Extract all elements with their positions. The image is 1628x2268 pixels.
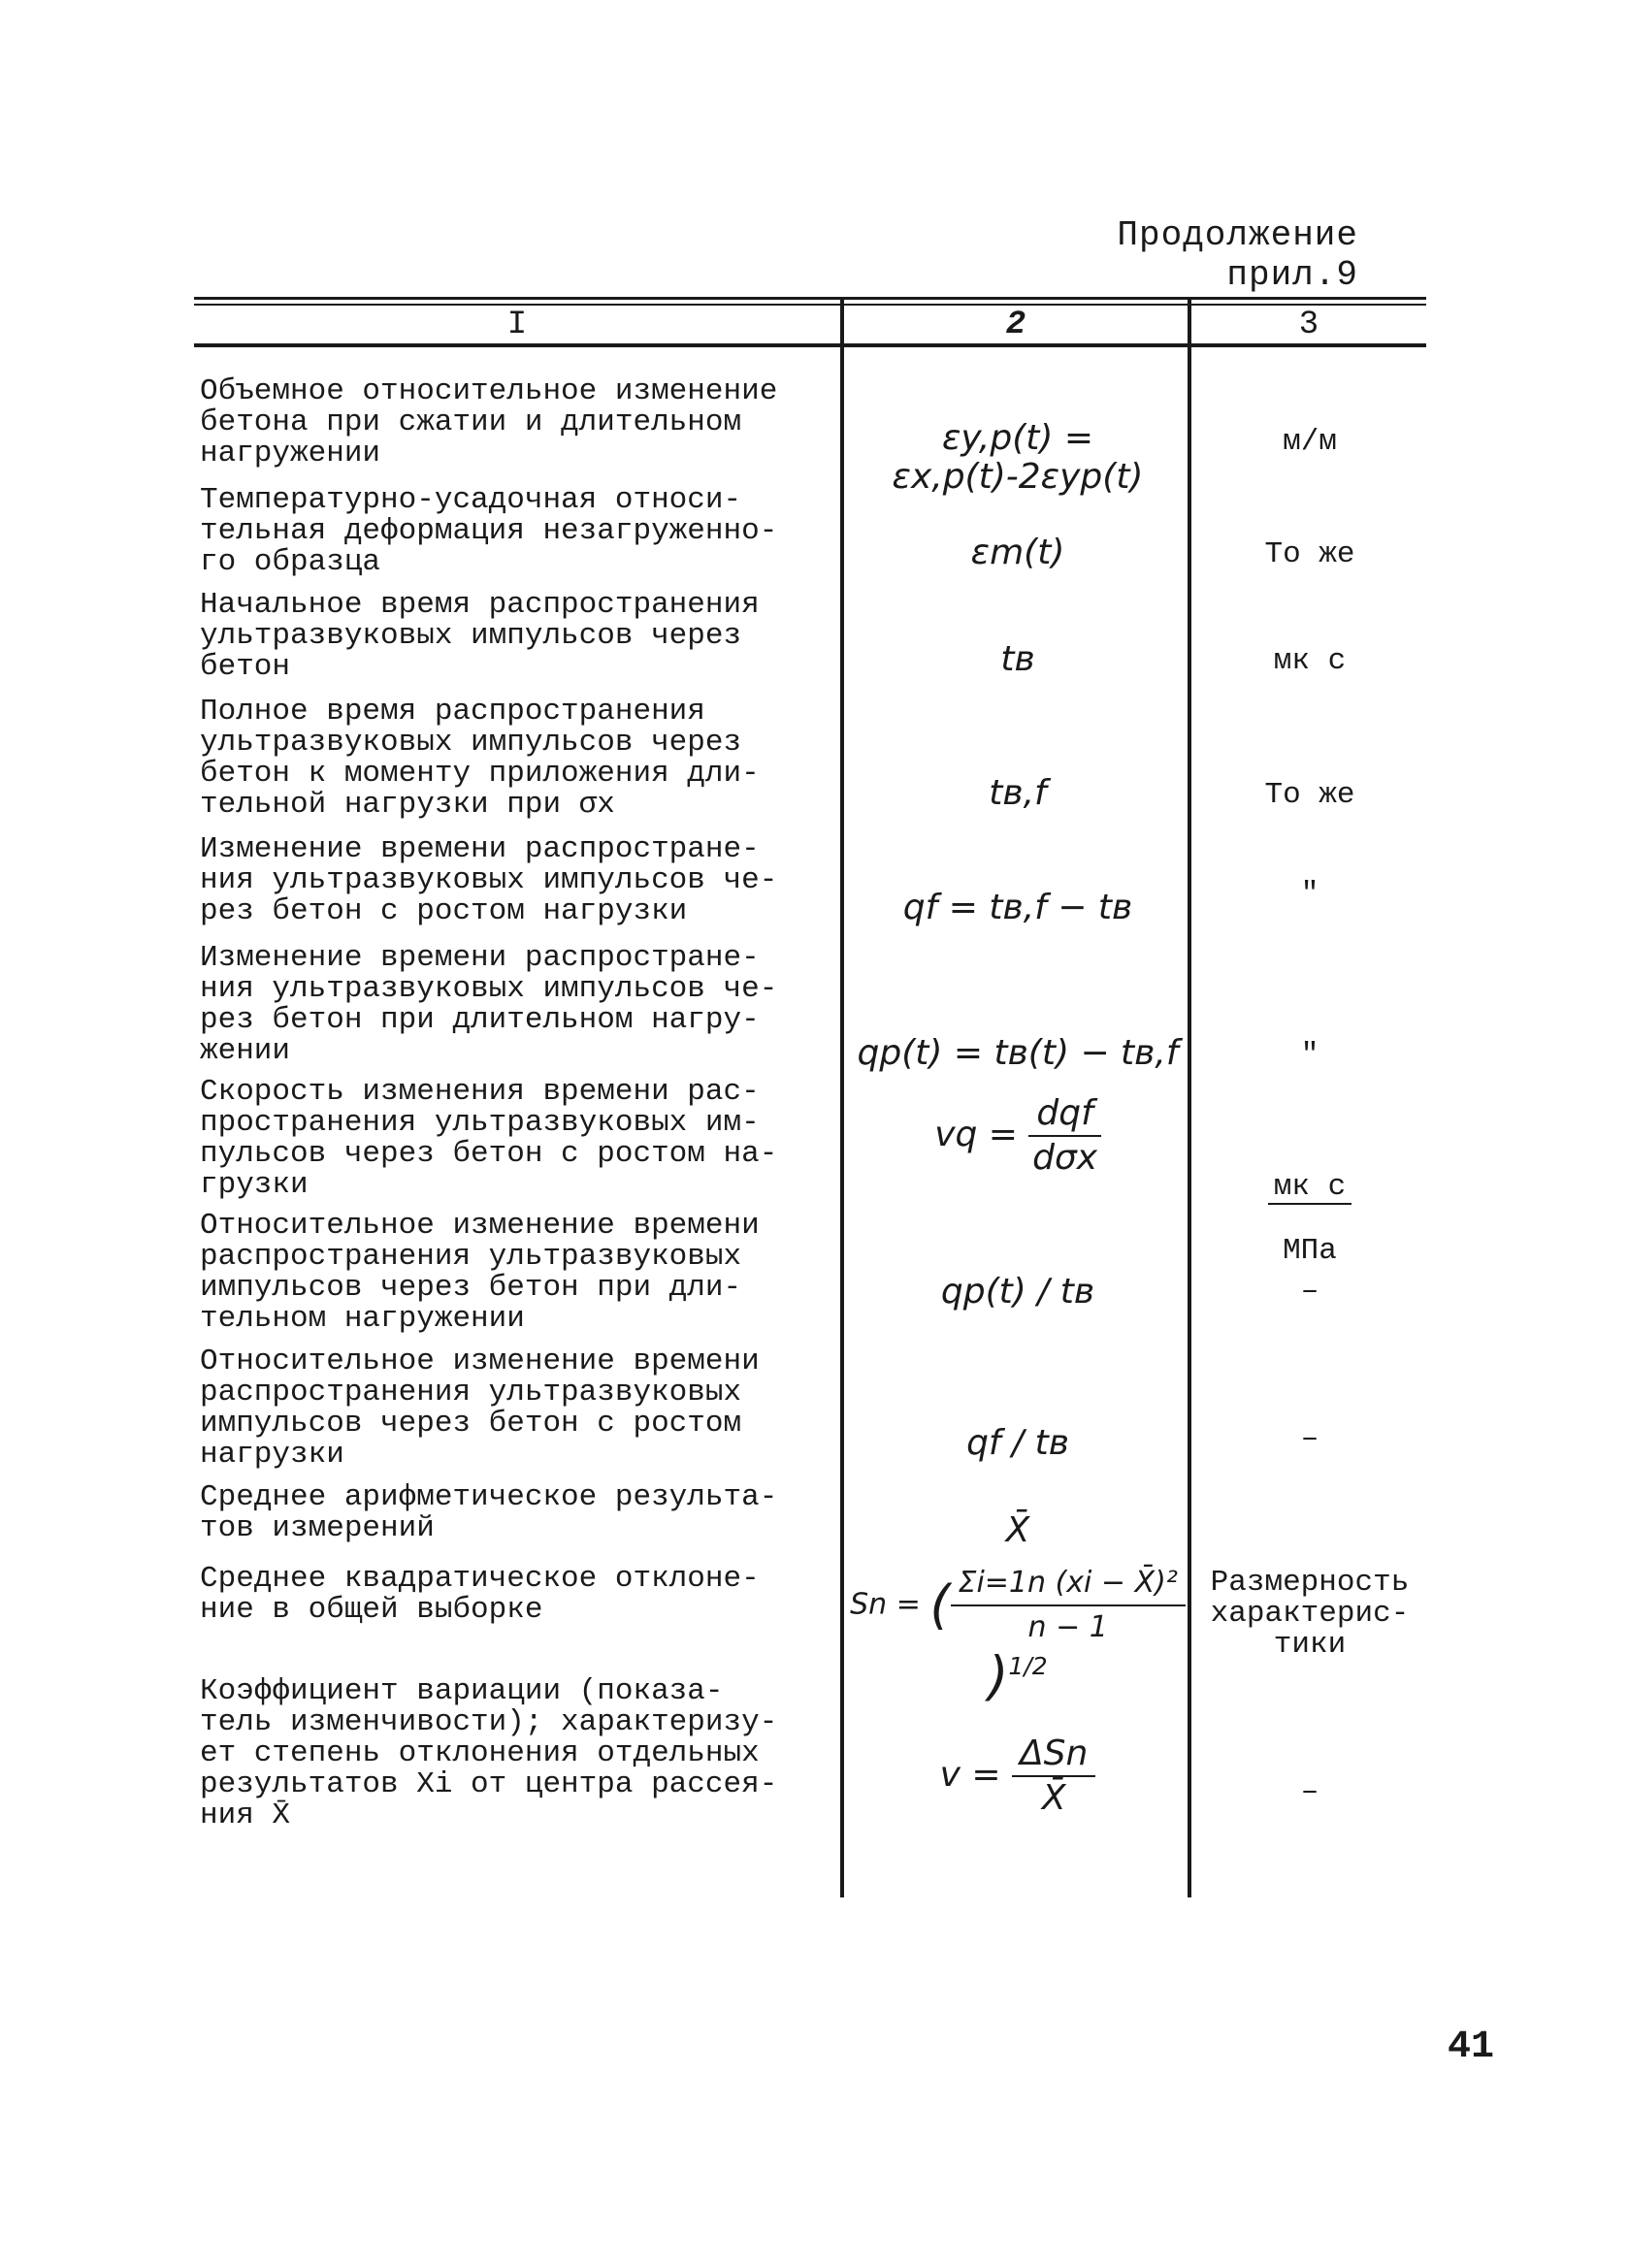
- row-unit: [1193, 1110, 1426, 1298]
- row-formula: X̄: [1005, 1510, 1030, 1550]
- row-description: Относительное изменение времени распространения ультразвуковых импульсов через бетон при дли- тельном нагружении: [200, 1209, 760, 1336]
- row-description: Относительное изменение времени распространения ультразвуковых импульсов через бетон с ростом нагрузки: [200, 1345, 760, 1472]
- row-formula: qf = tв,f − tв: [902, 888, 1133, 927]
- formula-fraction: [1012, 1734, 1095, 1818]
- row-unit: –: [1300, 1275, 1319, 1309]
- formula-lhs: vq =: [934, 1115, 1018, 1154]
- formula-fraction: [1028, 1094, 1100, 1178]
- formula-denominator: X̄: [1041, 1778, 1066, 1818]
- row-description: Среднее квадратическое отклоне- ние в общей выборке: [200, 1562, 760, 1627]
- row-unit: То же: [1264, 537, 1355, 571]
- unit-numerator: мк с: [1268, 1172, 1351, 1205]
- page-number: 41: [1447, 2025, 1494, 2069]
- row-unit: –: [1300, 1422, 1319, 1456]
- formula-numerator: Σi=1n (xi − X̄)²: [951, 1564, 1186, 1606]
- row-description: Изменение времени распростране- ния ультразвуковых импульсов че- рез бетон при длительном нагру- жении: [200, 941, 778, 1068]
- row-formula: tв,f: [989, 773, 1047, 813]
- row-unit: мк с: [1273, 644, 1347, 678]
- row-description: Среднее арифметическое результа- тов измерений: [200, 1480, 778, 1545]
- row-formula: [846, 1734, 1189, 1818]
- row-description: Полное время распространения ультразвуковых импульсов через бетон к моменту приложения дли- тельной нагрузки при σx: [200, 695, 760, 822]
- row-unit: ": [1300, 877, 1319, 911]
- row-formula: qp(t) / tв: [940, 1272, 1095, 1312]
- row-unit: м/м: [1283, 425, 1337, 459]
- row-formula: [846, 1094, 1189, 1178]
- row-unit: –: [1300, 1775, 1319, 1809]
- row-formula: εy,p(t) = εx,p(t)-2εyp(t): [892, 418, 1144, 497]
- unit-denominator: МПа: [1283, 1234, 1337, 1268]
- formula-fraction: [951, 1564, 1186, 1647]
- formula-numerator: dqf: [1028, 1094, 1100, 1137]
- column-number-2: 2: [1005, 307, 1026, 343]
- row-unit: То же: [1264, 778, 1355, 812]
- formula-numerator: ΔSn: [1012, 1734, 1095, 1777]
- row-unit: Размерность характерис- тики: [1210, 1566, 1410, 1662]
- formula-exponent: 1/2: [1008, 1652, 1048, 1680]
- formula-denominator: dσx: [1032, 1138, 1098, 1178]
- table-top-rule: [194, 297, 1426, 300]
- column-divider-1: [840, 297, 844, 1897]
- table-top-rule-double: [194, 304, 1426, 306]
- column-number-1: I: [506, 307, 528, 343]
- row-description: Коэффициент вариации (показа- тель изменчивости); характеризу- ет степень отклонения отдельных результатов Xi от центра рассея- ния X̄: [200, 1674, 778, 1832]
- row-formula: tв: [1000, 639, 1035, 679]
- formula-lhs: v =: [939, 1755, 1001, 1795]
- row-description: Температурно-усадочная относи- тельная деформация незагруженно- го образца: [200, 483, 778, 579]
- row-formula: qp(t) = tв(t) − tв,f: [857, 1033, 1179, 1073]
- row-description: Объемное относительное изменение бетона при сжатии и длительном нагружении: [200, 374, 778, 470]
- row-formula: qf / tв: [966, 1423, 1069, 1463]
- row-description: Начальное время распространения ультразвуковых импульсов через бетон: [200, 588, 760, 684]
- row-description: Изменение времени распростране- ния ультразвуковых импульсов че- рез бетон с ростом нагрузки: [200, 832, 778, 928]
- row-formula: εm(t): [970, 533, 1065, 572]
- row-description: Скорость изменения времени рас- пространения ультразвуковых им- пульсов через бетон с ростом на- грузки: [200, 1075, 778, 1202]
- row-unit: ": [1300, 1038, 1319, 1072]
- formula-lhs: Sn =: [850, 1587, 921, 1622]
- row-formula: Sn = ( $\frac{\text{Σi=1n (xi − X̄)²}}{n - 1}$ )$^{1/2}$: [846, 1564, 1189, 1697]
- continuation-header: Продолжение прил.9: [1117, 215, 1358, 295]
- column-number-3: 3: [1298, 307, 1319, 343]
- formula-denominator: n − 1: [1027, 1610, 1108, 1644]
